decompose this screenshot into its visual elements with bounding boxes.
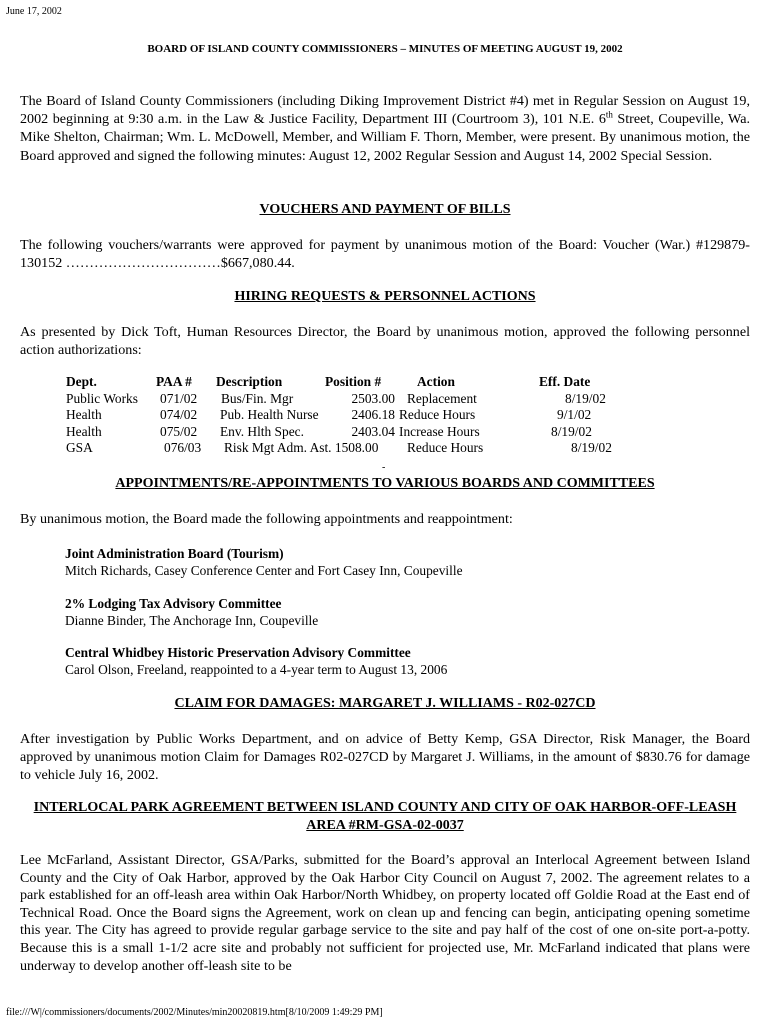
cell-action: Replacement [407, 390, 477, 406]
board-appointee: Mitch Richards, Casey Conference Center and Fort Casey Inn, Coupeville [65, 563, 463, 578]
cell-paa: 074/02 [160, 407, 198, 422]
col-pos-header: Position # [325, 374, 382, 389]
cell-paa: 071/02 [160, 390, 198, 406]
table-row [63, 440, 651, 457]
interlocal-heading: INTERLOCAL PARK AGREEMENT BETWEEN ISLAND COUNTY AND CITY OF OAK HARBOR-OFF-LEASH AREA #RM-GSA-02-0037 [33, 800, 737, 833]
cell-desc: Env. Hlth Spec. [220, 423, 304, 439]
intro-superscript: th [605, 109, 613, 120]
board-entry [65, 595, 318, 629]
print-date: June 17, 2002 [6, 6, 62, 17]
hiring-heading: HIRING REQUESTS & PERSONNEL ACTIONS [234, 289, 536, 304]
board-entry [65, 545, 463, 579]
table-row [63, 391, 651, 408]
cell-dept: Health [66, 407, 102, 422]
board-name: Joint Administration Board (Tourism) [65, 546, 284, 561]
cell-eff-date: 8/19/02 [571, 440, 612, 455]
interlocal-paragraph: Lee McFarland, Assistant Director, GSA/Parks, submitted for the Board’s approval an Interlocal Agreement between Island County and the City of Oak Harbor, approved by the Oak Harbor City Council on August 7, 2002. The agreement relates to a park established for an off-leash area within Oak Harbor/North Whidbey, on property located off Goldie Road at the East end of Technical Road. Once the Board signs the Agreement, work on clean up and fencing can begin, anticipating opening sometime this year. The City has agreed to provide regular garbage service to the site and pay half of the cost of one on-site port-a-potty. Because this is a small 1-1/2 acre site and probably not sufficient for projected use, Mr. McFarland indicated that plans were underway to develop another off-leash site to be [20, 852, 750, 974]
cell-action: Reduce Hours [407, 440, 484, 455]
intro-text-part1: The Board of Island County Commissioners (including Diking Improvement District #4) met in Regular Session on August 19, 2002 beginning at 9:30 a.m. in the Law & Justice Facility, Department III (Courtroom 3), 101 N.E. 6 [20, 93, 750, 128]
cell-dept: GSA [66, 440, 93, 455]
cell-position: 2503.00 [351, 390, 395, 406]
vouchers-heading: VOUCHERS AND PAYMENT OF BILLS [259, 202, 511, 217]
cell-paa: 076/03 [164, 440, 202, 455]
intro-paragraph [20, 92, 750, 165]
document-title: BOARD OF ISLAND COUNTY COMMISSIONERS – MINUTES OF MEETING AUGUST 19, 2002 [147, 43, 623, 55]
cell-dept: Public Works [66, 390, 138, 406]
appointments-paragraph: By unanimous motion, the Board made the following appointments and reappointment: [20, 511, 513, 527]
hiring-paragraph: As presented by Dick Toft, Human Resources Director, the Board by unanimous motion, approved the following personnel action authorizations: [20, 324, 750, 359]
board-entry [65, 644, 447, 678]
cell-action: Increase Hours [399, 423, 480, 439]
col-eff-header: Eff. Date [539, 374, 591, 389]
cell-eff-date: 9/1/02 [557, 407, 592, 422]
appointments-heading: APPOINTMENTS/RE-APPOINTMENTS TO VARIOUS BOARDS AND COMMITTEES [115, 476, 655, 491]
cell-dept: Health [66, 423, 102, 439]
cell-desc-position [216, 440, 395, 457]
col-action-header: Action [417, 374, 455, 389]
claim-paragraph: After investigation by Public Works Department, and on advice of Betty Kemp, GSA Director, Risk Manager, the Board approved by unanimous motion Claim for Damages R02-027CD by Margaret J. Williams, in the amount of $830.76 for damage to vehicle July 16, 2002. [20, 731, 750, 784]
personnel-table-header [63, 374, 651, 391]
cell-action: Reduce Hours [399, 407, 476, 422]
col-dept-header: Dept. [66, 374, 97, 389]
cell-position: 1508.00 [334, 440, 379, 455]
cell-position: 2403.04 [351, 423, 395, 439]
vouchers-paragraph: The following vouchers/warrants were approved for payment by unanimous motion of the Board: Voucher (War.) #129879-130152 ……………………………$667,080.44. [20, 237, 750, 272]
col-desc-header: Description [216, 374, 283, 389]
board-name: Central Whidbey Historic Preservation Advisory Committee [65, 645, 411, 660]
board-name: 2% Lodging Tax Advisory Committee [65, 596, 282, 611]
cell-eff-date: 8/19/02 [551, 423, 592, 439]
cell-desc: Pub. Health Nurse [220, 407, 319, 422]
cell-paa: 075/02 [160, 423, 198, 439]
cell-position: 2406.18 [351, 407, 395, 422]
stray-dash: - [382, 462, 386, 473]
cell-desc: Risk Mgt Adm. Ast. [224, 440, 332, 455]
table-row [63, 424, 651, 441]
claim-heading: CLAIM FOR DAMAGES: MARGARET J. WILLIAMS - R02-027CD [174, 696, 596, 711]
personnel-table [63, 374, 651, 457]
intro-text-part2: Street, Coupeville, Wa. Mike Shelton, Chairman; Wm. L. McDowell, Member, and William F. Thorn, Member, were present. By unanimous motion, the Board approved and signed the following minutes: August 12, 2002 Regular Session and August 14, 2002 Special Session. [20, 111, 750, 164]
cell-desc: Bus/Fin. Mgr [221, 390, 294, 406]
footer-file-path: file:///W|/commissioners/documents/2002/Minutes/min20020819.htm[8/10/2009 1:49:29 PM] [6, 1007, 383, 1018]
board-appointee: Carol Olson, Freeland, reappointed to a 4-year term to August 13, 2006 [65, 662, 448, 677]
board-appointee: Dianne Binder, The Anchorage Inn, Coupeville [65, 613, 319, 628]
cell-eff-date: 8/19/02 [565, 390, 606, 406]
col-paa-header: PAA # [156, 374, 192, 389]
table-row [63, 407, 651, 424]
